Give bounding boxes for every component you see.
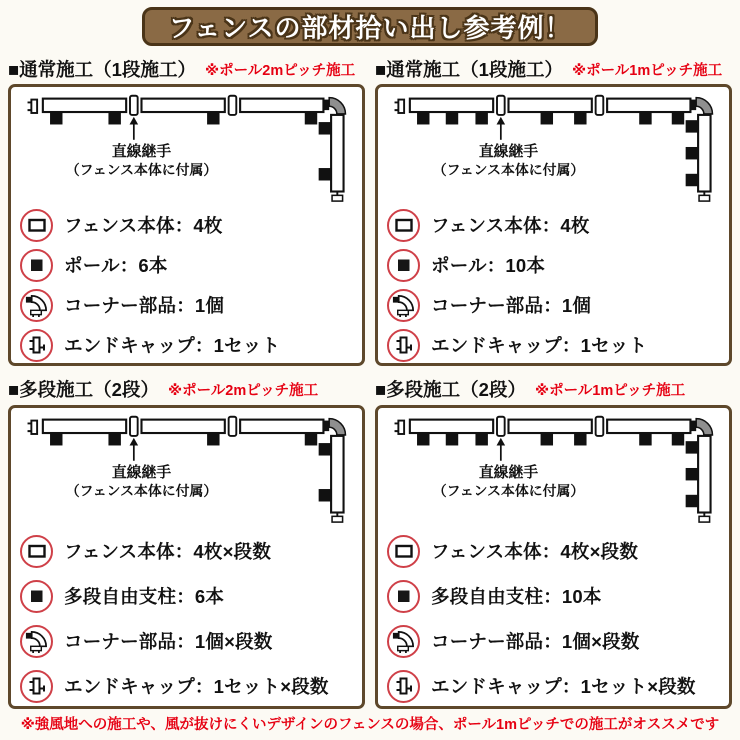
parts-list [385,207,722,363]
section-header [375,54,732,84]
part-row [387,287,722,323]
fence-panel-icon [387,209,420,242]
corner-part-icon [20,625,53,658]
section-pitch-note: ※ポール2mピッチ施工 [167,382,319,399]
diagram-label-line1: 直線継手 [478,144,539,161]
section-pitch-note: ※ポール1mピッチ施工 [571,62,723,79]
part-row [387,578,722,614]
part-row [20,578,355,614]
section-heading: ■多段施工（2段） [8,379,159,400]
part-label: フェンス本体：4枚×段数 [64,541,272,562]
fence-diagram-svg [18,411,355,524]
section-header [375,373,732,405]
fence-panel-icon [20,535,53,568]
page-title: フェンスの部材拾い出し参考例！ [168,13,572,43]
section-heading: ■通常施工（1段施工） [8,59,196,80]
fence-diagram [385,411,722,524]
part-label: 多段自由支柱：6本 [64,586,225,607]
part-label: ポール：6本 [64,255,168,276]
fence-diagram [18,411,355,524]
part-label: フェンス本体：4枚 [64,215,223,236]
section-multitier-1m [375,366,732,709]
sections-grid [8,54,732,709]
part-row [20,668,355,704]
parts-list [385,533,722,704]
corner-part-icon [387,289,420,322]
section-heading: ■通常施工（1段施工） [375,59,563,80]
diagram-label-line2: （フェンス本体に付属） [432,482,585,499]
end-cap-icon [387,670,420,703]
diagram-label-line1: 直線継手 [478,465,539,482]
part-row [20,623,355,659]
corner-part-icon [20,289,53,322]
part-row [20,247,355,283]
diagram-label-line2: （フェンス本体に付属） [65,161,218,178]
part-label: 多段自由支柱：10本 [431,586,602,607]
section-panel [8,405,365,709]
part-label: フェンス本体：4枚×段数 [431,541,639,562]
part-row [387,247,722,283]
diagram-label-line1: 直線継手 [111,465,172,482]
part-row [20,327,355,363]
corner-part-icon [387,625,420,658]
part-row [20,533,355,569]
part-row [387,207,722,243]
part-label: コーナー部品：1個×段数 [64,631,273,652]
pole-icon [20,580,53,613]
fence-diagram-svg [18,90,355,203]
end-cap-icon [20,329,53,362]
part-label: コーナー部品：1個 [431,295,592,316]
section-panel [375,84,732,366]
diagram-label-line2: （フェンス本体に付属） [432,161,585,178]
part-row [20,207,355,243]
part-label: エンドキャップ：1セット [64,335,281,356]
fence-panel-icon [20,209,53,242]
part-label: エンドキャップ：1セット×段数 [64,676,329,697]
section-multitier-2m [8,366,365,709]
section-header [8,373,365,405]
fence-diagram-svg [385,90,722,203]
end-cap-icon [387,329,420,362]
section-panel [375,405,732,709]
section-pitch-note: ※ポール2mピッチ施工 [204,62,356,79]
section-header [8,54,365,84]
parts-list [18,533,355,704]
fence-diagram-svg [385,411,722,524]
part-row [387,327,722,363]
end-cap-icon [20,670,53,703]
section-pitch-note: ※ポール1mピッチ施工 [534,382,686,399]
fence-diagram [18,90,355,203]
part-label: ポール：10本 [431,255,546,276]
fence-diagram [385,90,722,203]
diagram-label-line2: （フェンス本体に付属） [65,482,218,499]
part-row [387,668,722,704]
title-bar [142,7,598,46]
section-panel [8,84,365,366]
fence-panel-icon [387,535,420,568]
section-normal-2m [8,54,365,366]
part-label: コーナー部品：1個 [64,295,225,316]
parts-list [18,207,355,363]
pole-icon [387,249,420,282]
part-label: エンドキャップ：1セット [431,335,648,356]
footnote: ※強風地への施工や、風が抜けにくいデザインのフェンスの場合、ポール1mピッチでの施工がオススメです [20,717,720,733]
part-label: コーナー部品：1個×段数 [431,631,640,652]
part-row [387,623,722,659]
part-label: フェンス本体：4枚 [431,215,590,236]
part-label: エンドキャップ：1セット×段数 [431,676,696,697]
pole-icon [387,580,420,613]
part-row [387,533,722,569]
pole-icon [20,249,53,282]
part-row [20,287,355,323]
section-heading: ■多段施工（2段） [375,379,526,400]
diagram-label-line1: 直線継手 [111,144,172,161]
section-normal-1m [375,54,732,366]
